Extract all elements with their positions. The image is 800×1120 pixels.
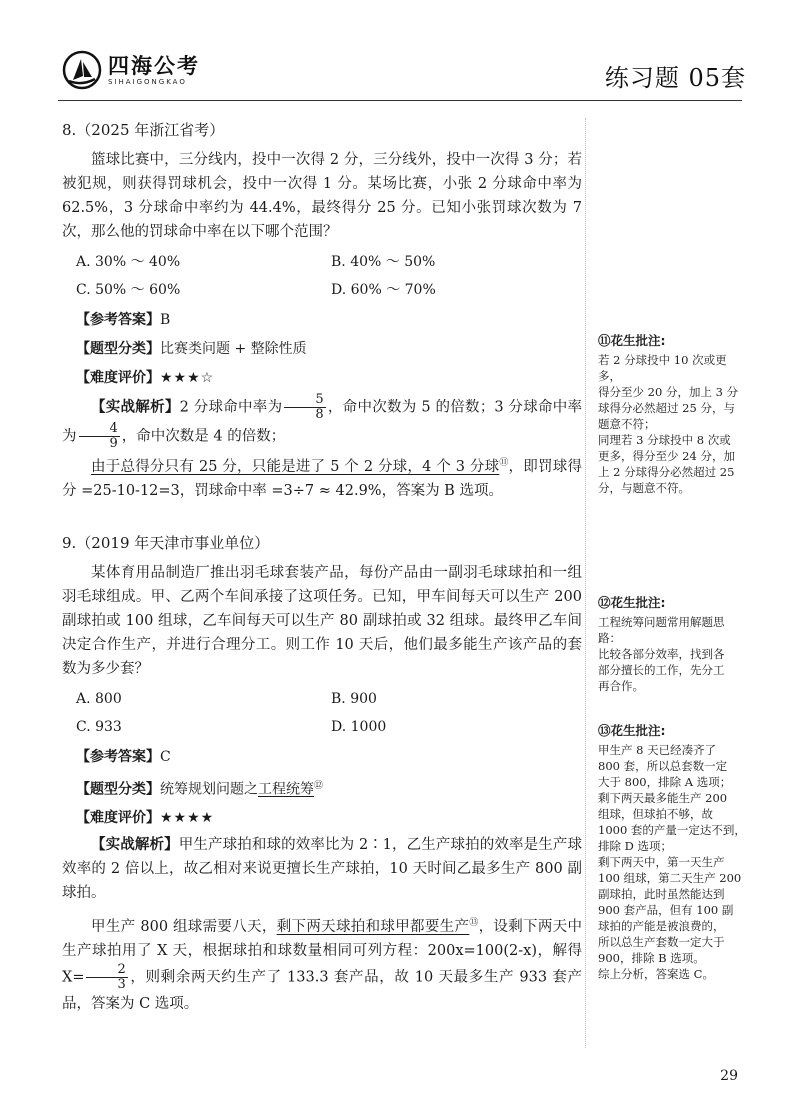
answer-tag: 【参考答案】 xyxy=(76,312,160,328)
column-divider xyxy=(585,118,586,1048)
difficulty-tag: 【难度评价】 xyxy=(76,810,160,827)
analysis-tag: 【实战解析】 xyxy=(91,836,179,854)
question-9-stem: 某体育用品制造厂推出羽毛球套装产品，每份产品由一副羽毛球球拍和一组羽毛球组成。甲、乙两个车间承接了这项任务。已知，甲车间每天可以生产 200 副球拍或 100 组球，乙车间每天可以生产 80 副球拍或 32 组球。最终甲乙车间决定合作生产，并进行合理分工。则工作 10 天后，他们最多能生产该产品的套数为多少套？ xyxy=(62,564,582,677)
note-heading: ⑫花生批注: xyxy=(598,595,666,610)
analysis-paragraph: 甲生产 800 组球需要八天，剩下两天球拍和球甲都要生产⑬，设剩下两天中生产球拍用了 X 天，根据球拍和球数量相同可列方程：200x=100(2-x)，解得 X= $\frac{2}{3}$ ，则剩余两天约生产了 133.3 套产品，故 10 天最多生产 933 套产品，答案为 C 选项。 xyxy=(62,918,582,1013)
logo-pinyin-name: SIHAIGONGKAO xyxy=(108,77,187,86)
difficulty-line xyxy=(76,805,582,831)
option-b: B. 40% ～ 50% xyxy=(331,254,436,270)
answer-value: B xyxy=(160,312,171,328)
note-heading: ⑬花生批注: xyxy=(598,723,666,738)
difficulty-stars: ★★★☆ xyxy=(160,370,215,386)
logo-chinese-name: 四海公考 xyxy=(108,53,200,78)
side-note-11: ⑪花生批注: 若 2 分球投中 10 次或更多， 得分至少 20 分，加上 3 分 球得分必然超过 25 分，与 题意不符； 同理若 3 分球投中 8 次或 更多，得分至少 24 分，加 上 2 分球得分必然超过 25 分，与题意不符。 xyxy=(598,332,748,496)
option-d: D. 60% ～ 70% xyxy=(331,282,436,298)
answer-line xyxy=(76,744,582,770)
note-reference: ⑫ xyxy=(314,780,324,791)
type-value: 比赛类问题 + 整除性质 xyxy=(160,341,307,357)
note-heading: ⑪花生批注: xyxy=(598,333,666,348)
analysis-paragraph: 【实战解析】2 分球命中率为 $\frac{5}{8}$ ，命中次数为 5 的倍数；3 分球命中率为 $\frac{4}{9}$ ，命中次数是 4 的倍数； xyxy=(62,392,583,451)
option-a: A. 800 xyxy=(76,690,122,707)
sail-logo-icon xyxy=(62,50,102,90)
answer-value: C xyxy=(160,748,171,765)
analysis-paragraph: 【实战解析】甲生产球拍和球的效率比为 2∶1，乙生产球拍的效率是生产球效率的 2 倍以上，故乙相对来说更擅长生产球拍，10 天时间乙最多生产 800 副球拍。 xyxy=(62,836,583,902)
question-8-title: 8.（2025 年浙江省考） xyxy=(62,121,225,139)
answer-line xyxy=(76,307,582,333)
difficulty-stars: ★★★★ xyxy=(160,810,215,827)
analysis-tag: 【实战解析】 xyxy=(91,398,180,416)
type-tag: 【题型分类】 xyxy=(76,341,160,357)
difficulty-tag: 【难度评价】 xyxy=(76,370,160,386)
difficulty-line xyxy=(76,365,582,391)
question-9-options xyxy=(76,685,582,741)
underlined-text: 由于总得分只有 25 分，只能是进了 5 个 2 分球，4 个 3 分球 xyxy=(91,458,500,475)
page-number: 29 xyxy=(720,1068,738,1084)
type-line xyxy=(76,336,582,362)
note-reference: ⑬ xyxy=(469,918,479,929)
fraction: $\frac{5}{8}$ xyxy=(284,393,325,422)
header-divider xyxy=(58,100,742,101)
fraction: $\frac{2}{3}$ xyxy=(86,963,127,992)
note-reference: ⑪ xyxy=(499,458,509,468)
set-title: 练习题 05套 xyxy=(604,64,746,92)
type-tag: 【题型分类】 xyxy=(76,781,160,798)
question-8-options xyxy=(76,248,582,304)
question-9-title: 9.（2019 年天津市事业单位） xyxy=(62,533,270,552)
option-b: B. 900 xyxy=(331,690,377,707)
option-d: D. 1000 xyxy=(331,718,387,735)
type-line: 【题型分类】统筹规划问题之工程统筹⑫ xyxy=(76,780,324,798)
option-c: C. 933 xyxy=(76,718,122,735)
answer-tag: 【参考答案】 xyxy=(76,748,160,765)
side-note-13: ⑬花生批注: 甲生产 8 天已经凑齐了 800 套，所以总套数一定 大于 800，排除 A 选项； 剩下两天最多能生产 200 组球，但球拍不够，故 1000 套的产量一定达不到， 排除 D 选项； 剩下两天中，第一天生产 100 组球，第二天生产 200 副球拍，此时虽然能达到 900 套产品，但有 100 副 球拍的产能是被浪费的， 所以总生产套数一定大于 900，排除 B 选项。 综上分析，答案选 C。 xyxy=(598,722,748,982)
brand-logo xyxy=(62,50,200,90)
page-header xyxy=(0,0,800,110)
underlined-text: 工程统筹 xyxy=(258,781,314,798)
fraction: $\frac{4}{9}$ xyxy=(79,422,120,451)
side-note-12: ⑫花生批注: 工程统筹问题常用解题思 路： 比较各部分效率，找到各 部分擅长的工作，先分工 再合作。 xyxy=(598,594,748,694)
analysis-paragraph: 由于总得分只有 25 分，只能是进了 5 个 2 分球，4 个 3 分球⑪，即罚球得分 =25-10-12=3，罚球命中率 =3÷7 ≈ 42.9%，答案为 B 选项。 xyxy=(62,458,582,499)
option-c: C. 50% ～ 60% xyxy=(76,282,181,298)
main-column xyxy=(62,112,582,1016)
underlined-text: 剩下两天球拍和球甲都要生产 xyxy=(276,919,470,936)
option-a: A. 30% ～ 40% xyxy=(76,254,181,270)
question-8-stem: 篮球比赛中，三分线内，投中一次得 2 分，三分线外，投中一次得 3 分；若被犯规，则获得罚球机会，投中一次得 1 分。某场比赛，小张 2 分球命中率为 62.5%，3 分球命中率约为 44.4%，最终得分 25 分。已知小张罚球次数为 7 次，那么他的罚球命中率在以下哪个范围？ xyxy=(62,152,582,240)
